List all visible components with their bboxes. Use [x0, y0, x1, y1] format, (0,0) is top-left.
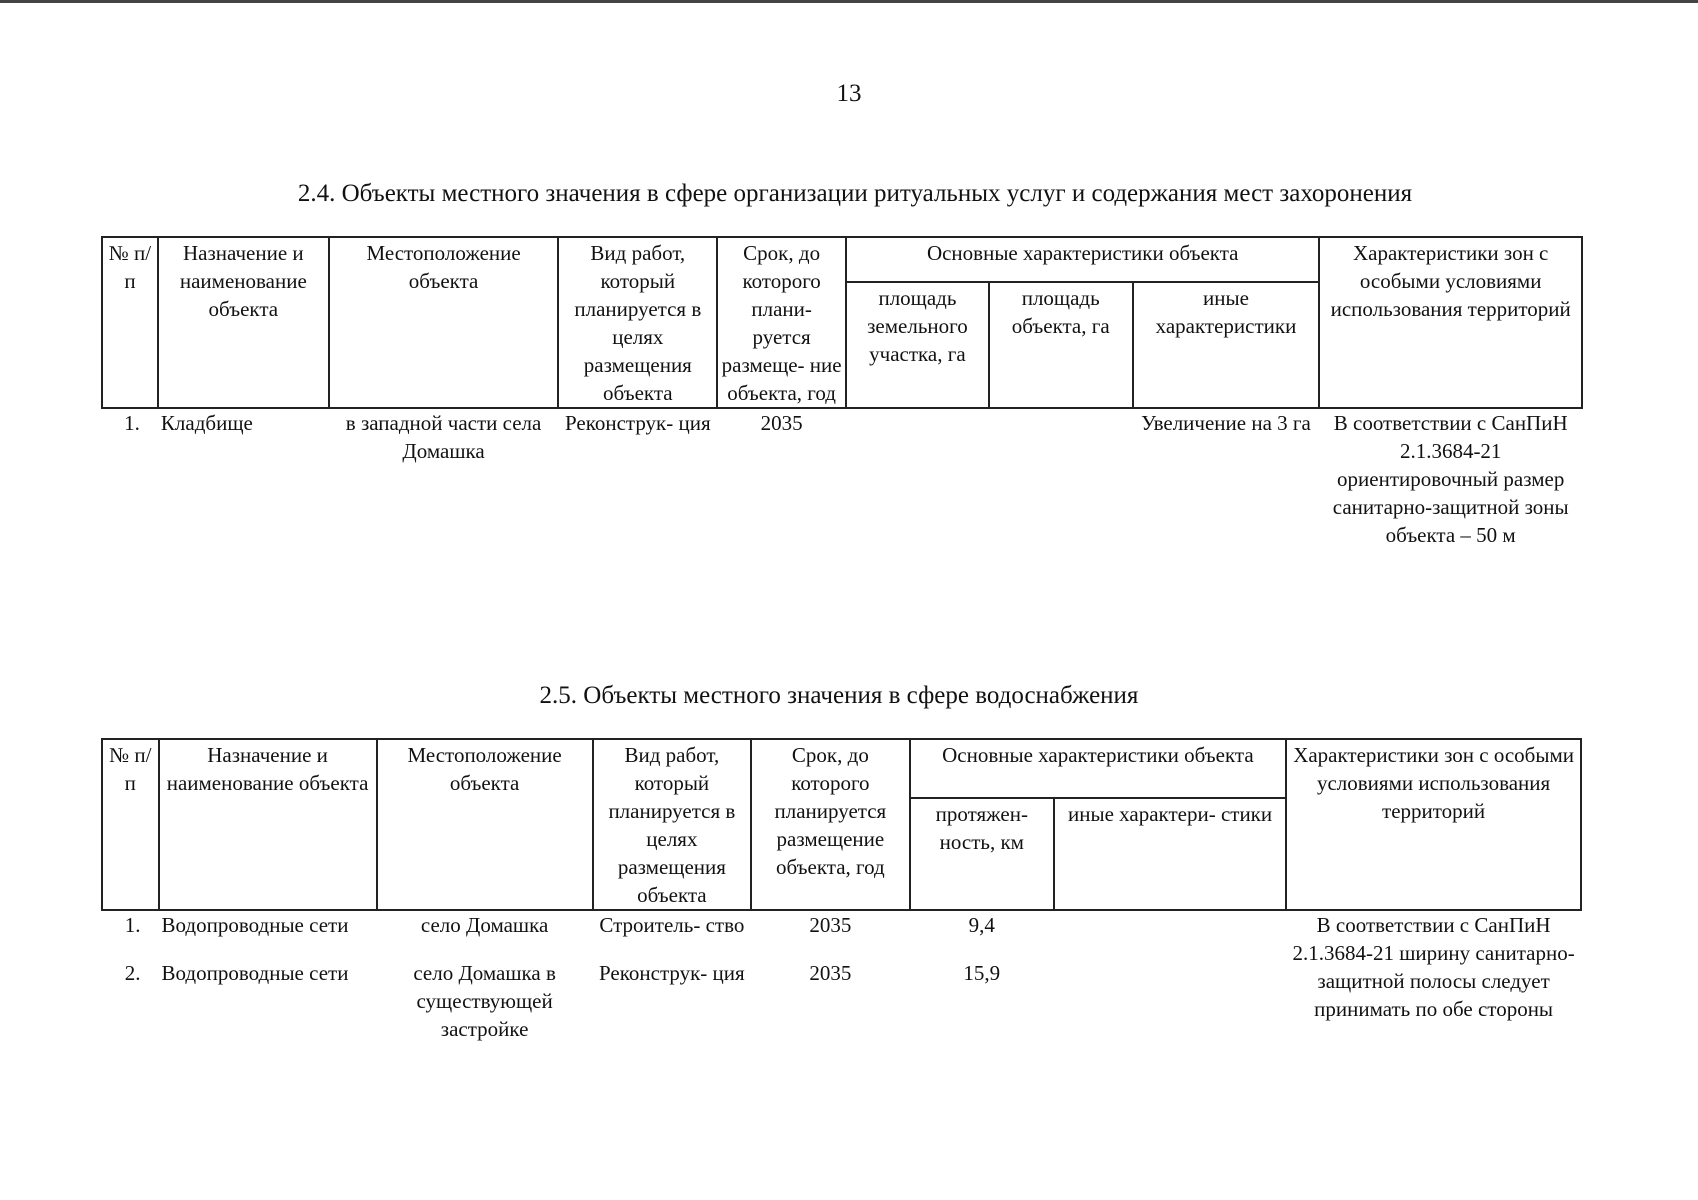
cell-purpose: Водопроводные сети [161, 961, 349, 985]
header-object-area: площадь объекта, га [989, 282, 1133, 408]
water-supply-table [101, 738, 1582, 1043]
cell-deadline: 2035 [809, 961, 852, 985]
cell-num: 1. [124, 913, 141, 937]
cell-location: в западной части села Домашка [345, 411, 542, 463]
top-border-line [0, 0, 1698, 3]
header-num: № п/п [102, 237, 158, 408]
section-title-water-supply: 2.5. Объекты местного значения в сфере водоснабжения [539, 682, 1139, 709]
cell-location: село Домашка [420, 913, 549, 937]
header-other-characteristics: иные характери- стики [1054, 798, 1286, 910]
header-zones: Характеристики зон с особыми условиями использования территорий [1286, 739, 1581, 910]
cell-object-area [989, 408, 1133, 549]
cell-purpose: Кладбище [160, 411, 253, 435]
cell-length: 15,9 [963, 961, 1001, 985]
header-main-characteristics: Основные характеристики объекта [910, 739, 1287, 798]
cell-work-type: Реконструк- ция [599, 961, 745, 985]
cell-other-characteristics [1054, 910, 1286, 939]
cell-num: 2. [124, 961, 141, 985]
section-title-ritual-services: 2.4. Объекты местного значения в сфере организации ритуальных услуг и содержания мест захоронения [297, 180, 1413, 207]
header-location: Местоположение объекта [377, 739, 593, 910]
table-row [102, 910, 1581, 939]
header-main-characteristics: Основные характеристики объекта [846, 237, 1319, 282]
cell-other-characteristics [1054, 939, 1286, 1043]
cell-purpose: Водопроводные сети [161, 913, 349, 937]
table-header-row [102, 739, 1581, 798]
cell-other-characteristics: Увеличение на 3 га [1141, 411, 1311, 435]
header-deadline: Срок, до которого плани- руется размеще- ние объекта, год [717, 237, 846, 408]
table-row [102, 408, 1582, 549]
cell-num: 1. [124, 411, 140, 435]
header-deadline: Срок, до которого планируется размещение объекта, год [751, 739, 910, 910]
header-num: № п/п [102, 739, 159, 910]
header-zones: Характеристики зон с особыми условиями использования территорий [1319, 237, 1582, 408]
cell-zones: В соответствии с СанПиН 2.1.3684-21 ширину санитарно-защитной полосы следует принимать по обе стороны [1292, 913, 1575, 1021]
header-length: протяжен- ность, км [910, 798, 1054, 910]
cell-length: 9,4 [968, 913, 995, 937]
cell-land-area [846, 408, 989, 549]
cell-work-type: Строитель- ство [599, 913, 745, 937]
cell-work-type: Реконструк- ция [564, 411, 711, 435]
cell-location: село Домашка в существующей застройке [413, 961, 556, 1041]
page-number: 13 [836, 80, 862, 107]
cell-zones: В соответствии с СанПиН 2.1.3684-21 ориентировочный размер санитарно-защитной зоны объекта – 50 м [1332, 411, 1569, 547]
header-work-type: Вид работ, который планируется в целях размещения объекта [593, 739, 752, 910]
table-header-row [102, 237, 1582, 282]
ritual-services-table [101, 236, 1583, 549]
header-purpose: Назначение и наименование объекта [158, 237, 329, 408]
cell-deadline: 2035 [809, 913, 852, 937]
header-purpose: Назначение и наименование объекта [159, 739, 377, 910]
header-work-type: Вид работ, который планируется в целях размещения объекта [558, 237, 717, 408]
header-land-area: площадь земельного участка, га [846, 282, 989, 408]
cell-deadline: 2035 [760, 411, 803, 435]
header-other-characteristics: иные характеристики [1133, 282, 1320, 408]
header-location: Местоположение объекта [329, 237, 559, 408]
